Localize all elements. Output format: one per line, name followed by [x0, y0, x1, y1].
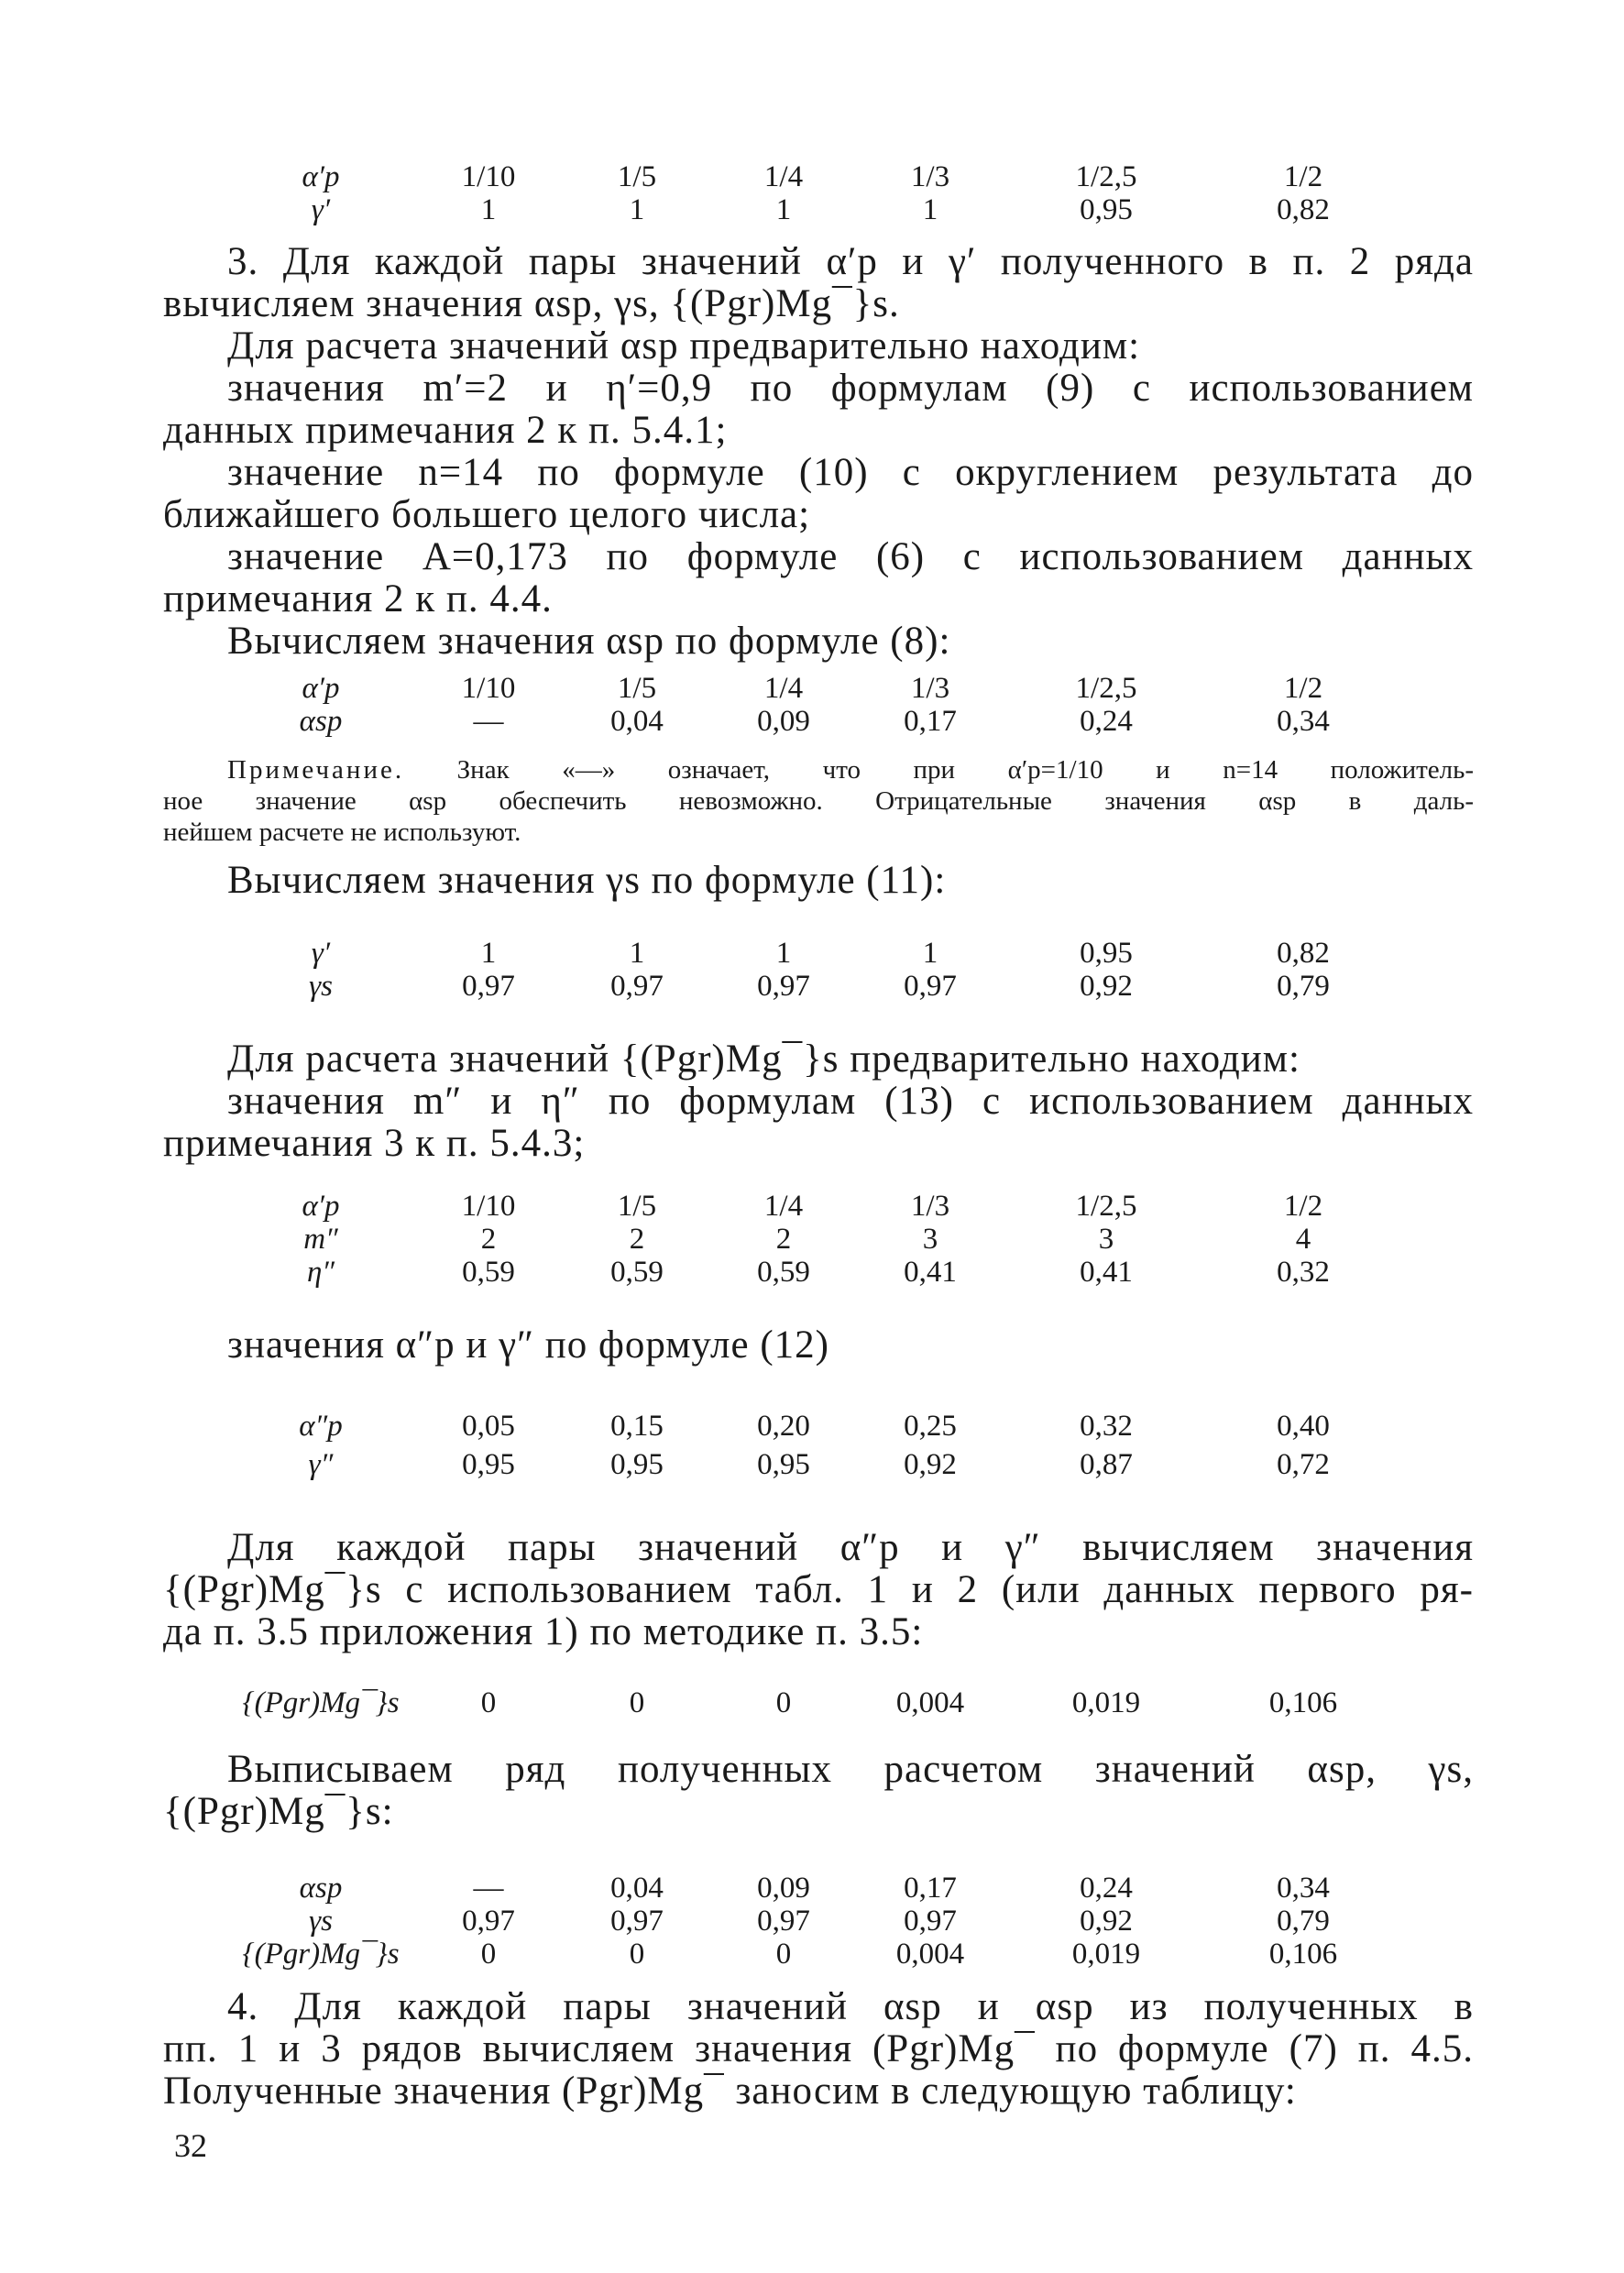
table-cell: 0,20	[757, 1410, 810, 1443]
table-cell: 0,17	[904, 1872, 957, 1905]
text-block-gs	[163, 860, 1474, 902]
table-cell: 0,59	[757, 1256, 810, 1289]
table-cell: 0,95	[1080, 193, 1133, 226]
table-cell: 0,40	[1277, 1410, 1330, 1443]
table-cell: 0	[775, 1686, 792, 1719]
paragraph-write-out-line2: {(Pgr)Mg¯}s:	[163, 1790, 394, 1833]
row-label: γ′	[311, 193, 331, 226]
row-label: α″p	[299, 1410, 343, 1443]
table-cell: 0,106	[1268, 1686, 1338, 1719]
text-block-each-pair	[163, 1527, 1474, 1653]
table-cell: 1/2	[1283, 1190, 1323, 1223]
text-block-a2-g2	[227, 1324, 1538, 1367]
table-cell: 0,019	[1071, 1686, 1141, 1719]
row-label: m″	[303, 1223, 338, 1256]
paragraph-each-pair-line1: Для каждой пары значений α″p и γ″ вычисляем значения	[227, 1526, 1474, 1569]
table-cell: 1	[629, 193, 645, 226]
table-cell: 1/10	[461, 160, 516, 193]
row-label: η″	[306, 1256, 335, 1289]
table-cell: 0,82	[1277, 193, 1330, 226]
paragraph-m-eta-line2: данных примечания 2 к п. 5.4.1;	[163, 409, 728, 452]
table-cell: 1/5	[617, 160, 657, 193]
table-cell: 0,24	[1080, 705, 1133, 738]
table-cell: 0,25	[904, 1410, 957, 1443]
table-cell: 1/10	[461, 672, 516, 705]
table-cell: 0,34	[1277, 705, 1330, 738]
paragraph-each-pair-line3: да п. 3.5 приложения 1) по методике п. 3.5:	[163, 1610, 924, 1653]
table-cell: 3	[922, 1223, 938, 1256]
table-cell: 0,95	[1080, 937, 1133, 970]
table-cell: 0,97	[462, 970, 515, 1003]
footnote	[163, 754, 1474, 848]
table-cell: 0,019	[1071, 1938, 1141, 1971]
row-label: {(Pgr)Mg¯}s	[242, 1938, 400, 1971]
table-cell: 0,92	[1080, 1905, 1133, 1938]
table-cell: 0,82	[1277, 937, 1330, 970]
table-cell: 1/10	[461, 1190, 516, 1223]
table-cell: 0,97	[610, 1905, 664, 1938]
table-cell: 0,97	[904, 970, 957, 1003]
table-cell: 1	[480, 937, 497, 970]
paragraph-a2-g2: значения α″p и γ″ по формуле (12)	[227, 1323, 829, 1367]
paragraph-each-pair-line2: {(Pgr)Mg¯}s с использованием табл. 1 и 2 (или данных первого ря-	[163, 1568, 1474, 1611]
row-label: α′p	[302, 160, 340, 193]
table-cell: 0,41	[1080, 1256, 1133, 1289]
paragraph-4-line2: пп. 1 и 3 рядов вычисляем значения (Pgr)Mg¯ по формуле (7) п. 4.5.	[163, 2027, 1474, 2070]
table-cell: 0,79	[1277, 970, 1330, 1003]
table-cell: 1/3	[910, 672, 950, 705]
table-cell: 1/5	[617, 672, 657, 705]
table-cell: 0,97	[757, 1905, 810, 1938]
table-cell: 0	[629, 1686, 645, 1719]
row-label: αsp	[299, 1872, 343, 1905]
table-cell: 0,97	[610, 970, 664, 1003]
table-cell: 0,92	[1080, 970, 1133, 1003]
table-cell: 0,32	[1277, 1256, 1330, 1289]
table-cell: 0,32	[1080, 1410, 1133, 1443]
table-cell: 0,15	[610, 1410, 664, 1443]
paragraph-n-line1: значение n=14 по формуле (10) с округлением результата до	[227, 451, 1474, 494]
note-heading: Примечание.	[227, 755, 405, 785]
table-cell: 0,72	[1277, 1448, 1330, 1481]
paragraph-m2-eta2-line1: значения m″ и η″ по формулам (13) с использованием данных	[227, 1080, 1474, 1123]
table-cell: 1	[775, 193, 792, 226]
note-line3: нейшем расчете не используют.	[163, 818, 521, 847]
row-label: αsp	[299, 705, 343, 738]
table-cell: 2	[480, 1223, 497, 1256]
table-cell: 0,004	[895, 1686, 965, 1719]
text-block-section-4	[163, 1986, 1474, 2113]
table-cell: 2	[629, 1223, 645, 1256]
table-cell: 0,95	[462, 1448, 515, 1481]
table-cell: 1/3	[910, 1190, 950, 1223]
table-cell: 0,59	[462, 1256, 515, 1289]
paragraph-3-line1: 3. Для каждой пары значений α′p и γ′ полученного в п. 2 ряда	[227, 240, 1474, 283]
table-cell: 1/4	[763, 1190, 804, 1223]
table-cell: 0,95	[757, 1448, 810, 1481]
table-cell: 0,97	[757, 970, 810, 1003]
table-cell: 0,97	[904, 1905, 957, 1938]
table-cell: 1	[775, 937, 792, 970]
paragraph-pgr-intro: Для расчета значений {(Pgr)Mg¯}s предварительно находим:	[227, 1038, 1300, 1081]
table-cell: 0,106	[1268, 1938, 1338, 1971]
note-line1	[227, 754, 1474, 785]
table-cell: 1	[480, 193, 497, 226]
paragraph-A-line2: примечания 2 к п. 4.4.	[163, 577, 553, 620]
table-cell: 0,87	[1080, 1448, 1133, 1481]
text-block-section-3	[163, 241, 1474, 663]
table-cell: —	[473, 705, 504, 738]
table-cell: 0,24	[1080, 1872, 1133, 1905]
paragraph-m-eta-line1: значения m′=2 и η′=0,9 по формулам (9) с использованием	[227, 367, 1474, 410]
table-cell: 0	[480, 1686, 497, 1719]
table-cell: 0,04	[610, 1872, 664, 1905]
row-label: γ″	[308, 1448, 334, 1481]
table-cell: 0,05	[462, 1410, 515, 1443]
table-cell: 0,41	[904, 1256, 957, 1289]
note-line2: ное значение αsp обеспечить невозможно. Отрицательные значения αsp в даль-	[163, 786, 1474, 816]
table-cell: 0	[480, 1938, 497, 1971]
table-cell: 1/2,5	[1075, 160, 1137, 193]
table-cell: 0	[775, 1938, 792, 1971]
text-block-pgr-intro	[163, 1038, 1474, 1165]
paragraph-A-line1: значение A=0,173 по формуле (6) с использованием данных	[227, 535, 1474, 578]
paragraph-m2-eta2-line2: примечания 3 к п. 5.4.3;	[163, 1122, 586, 1165]
page-number: 32	[174, 2127, 207, 2164]
paragraph-4-line3: Полученные значения (Pgr)Mg¯ заносим в следующую таблицу:	[163, 2070, 1297, 2113]
paragraph-gs-calc: Вычисляем значения γs по формуле (11):	[227, 859, 947, 902]
paragraph-3-line2: вычисляем значения αsp, γs, {(Pgr)Mg¯}s.	[163, 282, 900, 325]
table-cell: 0,97	[462, 1905, 515, 1938]
paragraph-4-line1: 4. Для каждой пары значений αsp и αsp из полученных в	[227, 1985, 1474, 2028]
table-cell: 1/2,5	[1075, 1190, 1137, 1223]
note-text: Знак «—» означает, что при α′p=1/10 и n=14 положитель-	[456, 755, 1474, 785]
row-label: α′p	[302, 672, 340, 705]
table-cell: 2	[775, 1223, 792, 1256]
paragraph-n-line2: ближайшего большего целого числа;	[163, 493, 811, 536]
table-cell: 1	[922, 937, 938, 970]
table-cell: 1/3	[910, 160, 950, 193]
table-cell: 1/5	[617, 1190, 657, 1223]
paragraph-asp-calc: Вычисляем значения αsp по формуле (8):	[227, 620, 951, 663]
table-cell: 3	[1098, 1223, 1114, 1256]
table-cell: 0,59	[610, 1256, 664, 1289]
table-cell: 0,34	[1277, 1872, 1330, 1905]
table-cell: 0,04	[610, 705, 664, 738]
table-cell: 0,004	[895, 1938, 965, 1971]
table-cell: 0,17	[904, 705, 957, 738]
text-block-write-out	[163, 1749, 1474, 1833]
row-label: {(Pgr)Mg¯}s	[242, 1686, 400, 1719]
table-cell: 0,92	[904, 1448, 957, 1481]
paragraph-write-out-line1: Выписываем ряд полученных расчетом значений αsp, γs,	[227, 1748, 1474, 1791]
table-cell: 1/2	[1283, 672, 1323, 705]
table-cell: —	[473, 1872, 504, 1905]
table-cell: 1	[922, 193, 938, 226]
table-cell: 0	[629, 1938, 645, 1971]
row-label: γ′	[311, 937, 331, 970]
paragraph-asp-intro: Для расчета значений αsp предварительно находим:	[227, 324, 1141, 368]
table-cell: 0,09	[757, 1872, 810, 1905]
row-label: α′p	[302, 1190, 340, 1223]
row-label: γs	[309, 1905, 333, 1938]
table-cell: 1/2	[1283, 160, 1323, 193]
table-cell: 1/2,5	[1075, 672, 1137, 705]
table-cell: 4	[1295, 1223, 1311, 1256]
table-cell: 0,95	[610, 1448, 664, 1481]
table-cell: 0,09	[757, 705, 810, 738]
row-label: γs	[309, 970, 333, 1003]
table-cell: 1	[629, 937, 645, 970]
table-cell: 0,79	[1277, 1905, 1330, 1938]
table-cell: 1/4	[763, 672, 804, 705]
table-cell: 1/4	[763, 160, 804, 193]
